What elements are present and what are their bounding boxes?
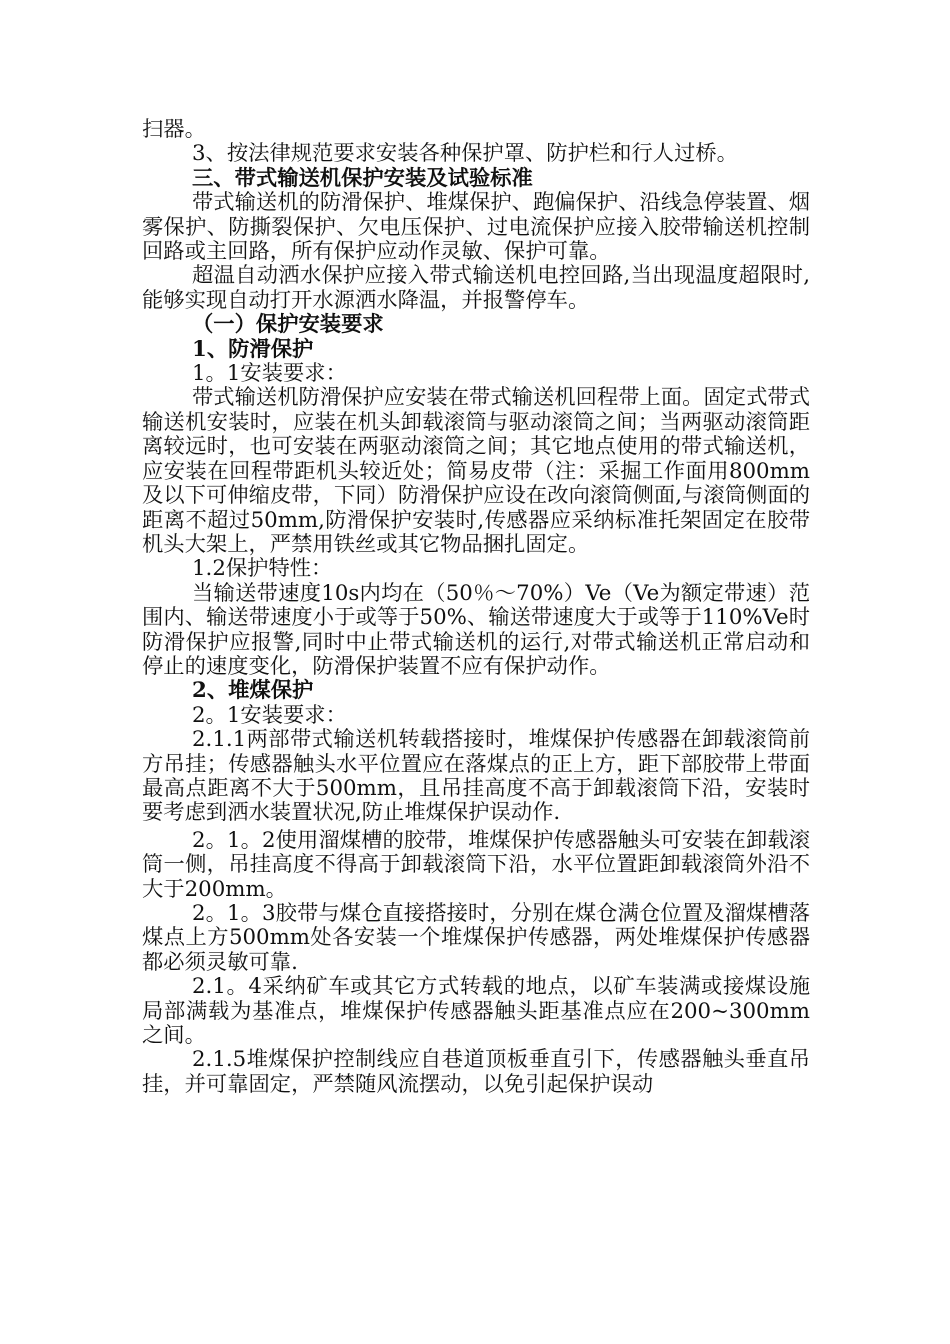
paragraph-continuation: 扫器。 bbox=[142, 117, 206, 142]
document-page bbox=[142, 118, 810, 1097]
paragraph-2-1-1: 2.1.1两部带式输送机转载搭接时，堆煤保护传感器在卸载滚筒前方吊挂；传感器触头水平位置应在落煤点的正上方，距下部胶带上带面最高点距离不大于500mm，且吊挂高度不高于卸载滚筒下沿，安装时要考虑到洒水装置状况,防止堆煤保护误动作. bbox=[142, 727, 810, 826]
paragraph-item-3: 3、按法律规范要求安装各种保护罩、防护栏和行人过桥。 bbox=[192, 141, 738, 167]
paragraph-anti-slip-install: 带式输送机防滑保护应安装在带式输送机回程带上面。固定式带式输送机安装时，应装在机头卸载滚筒与驱动滚筒之间；当两驱动滚筒距离较远时，也可安装在两驱动滚筒之间；其它地点使用的带式输送机，应安装在回程带距机头较近处；简易皮带（注：采掘工作面用800mm及以下可伸缩皮带，下同）防滑保护应设在改向滚筒侧面,与滚筒侧面的距离不超过50mm,防滑保护安装时,传感器应采纳标准托架固定在胶带机头大架上，严禁用铁丝或其它物品捆扎固定。 bbox=[142, 385, 810, 557]
paragraph-2-1-5: 2.1.5堆煤保护控制线应自巷道顶板垂直引下，传感器触头垂直吊挂，并可靠固定，严禁随风流摆动，以免引起保护误动 bbox=[142, 1047, 810, 1097]
heading-coal-pile: 2、堆煤保护 bbox=[192, 678, 314, 704]
section-heading-three: 三、带式输送机保护安装及试验标准 bbox=[192, 165, 533, 191]
paragraph-protections-list: 带式输送机的防滑保护、堆煤保护、跑偏保护、沿线急停装置、烟雾保护、防撕裂保护、欠电压保护、过电流保护应接入胶带输送机控制回路或主回路，所有保护应动作灵敏、保护可靠。 bbox=[142, 190, 810, 265]
paragraph-2-1-3: 2。1。3胶带与煤仓直接搭接时，分别在煤仓满仓位置及溜煤槽落煤点上方500mm处各安装一个堆煤保护传感器，两处堆煤保护传感器都必须灵敏可靠. bbox=[142, 901, 810, 975]
paragraph-anti-slip-characteristics: 当输送带速度10s内均在（50％～70%）Ve（Ve为额定带速）范围内、输送带速度小于或等于50%、输送带速度大于或等于110%Ve时防滑保护应报警,同时中止带式输送机的运行,对带式输送机正常启动和停止的速度变化，防滑保护装置不应有保护动作。 bbox=[142, 580, 810, 679]
paragraph-2-1-4: 2.1。4采纳矿车或其它方式转载的地点，以矿车装满或接煤设施局部满载为基准点，堆煤保护传感器触头距基准点应在200~300mm之间。 bbox=[142, 974, 810, 1049]
paragraph-2-1-2: 2。1。2使用溜煤槽的胶带，堆煤保护传感器触头可安装在卸载滚筒一侧，吊挂高度不得高于卸载滚筒下沿，水平位置距卸载滚筒外沿不大于200mm。 bbox=[142, 827, 810, 902]
heading-anti-slip: 1、防滑保护 bbox=[192, 336, 314, 362]
paragraph-over-temperature: 超温自动洒水保护应接入带式输送机电控回路,当出现温度超限时,能够实现自动打开水源洒水降温，并报警停车。 bbox=[142, 263, 810, 313]
heading-1-2: 1.2保护特性： bbox=[192, 556, 333, 582]
subsection-heading-install: （一）保护安装要求 bbox=[192, 312, 384, 338]
heading-1-1: 1。1安装要求： bbox=[192, 361, 347, 387]
heading-2-1: 2。1安装要求： bbox=[192, 702, 347, 728]
